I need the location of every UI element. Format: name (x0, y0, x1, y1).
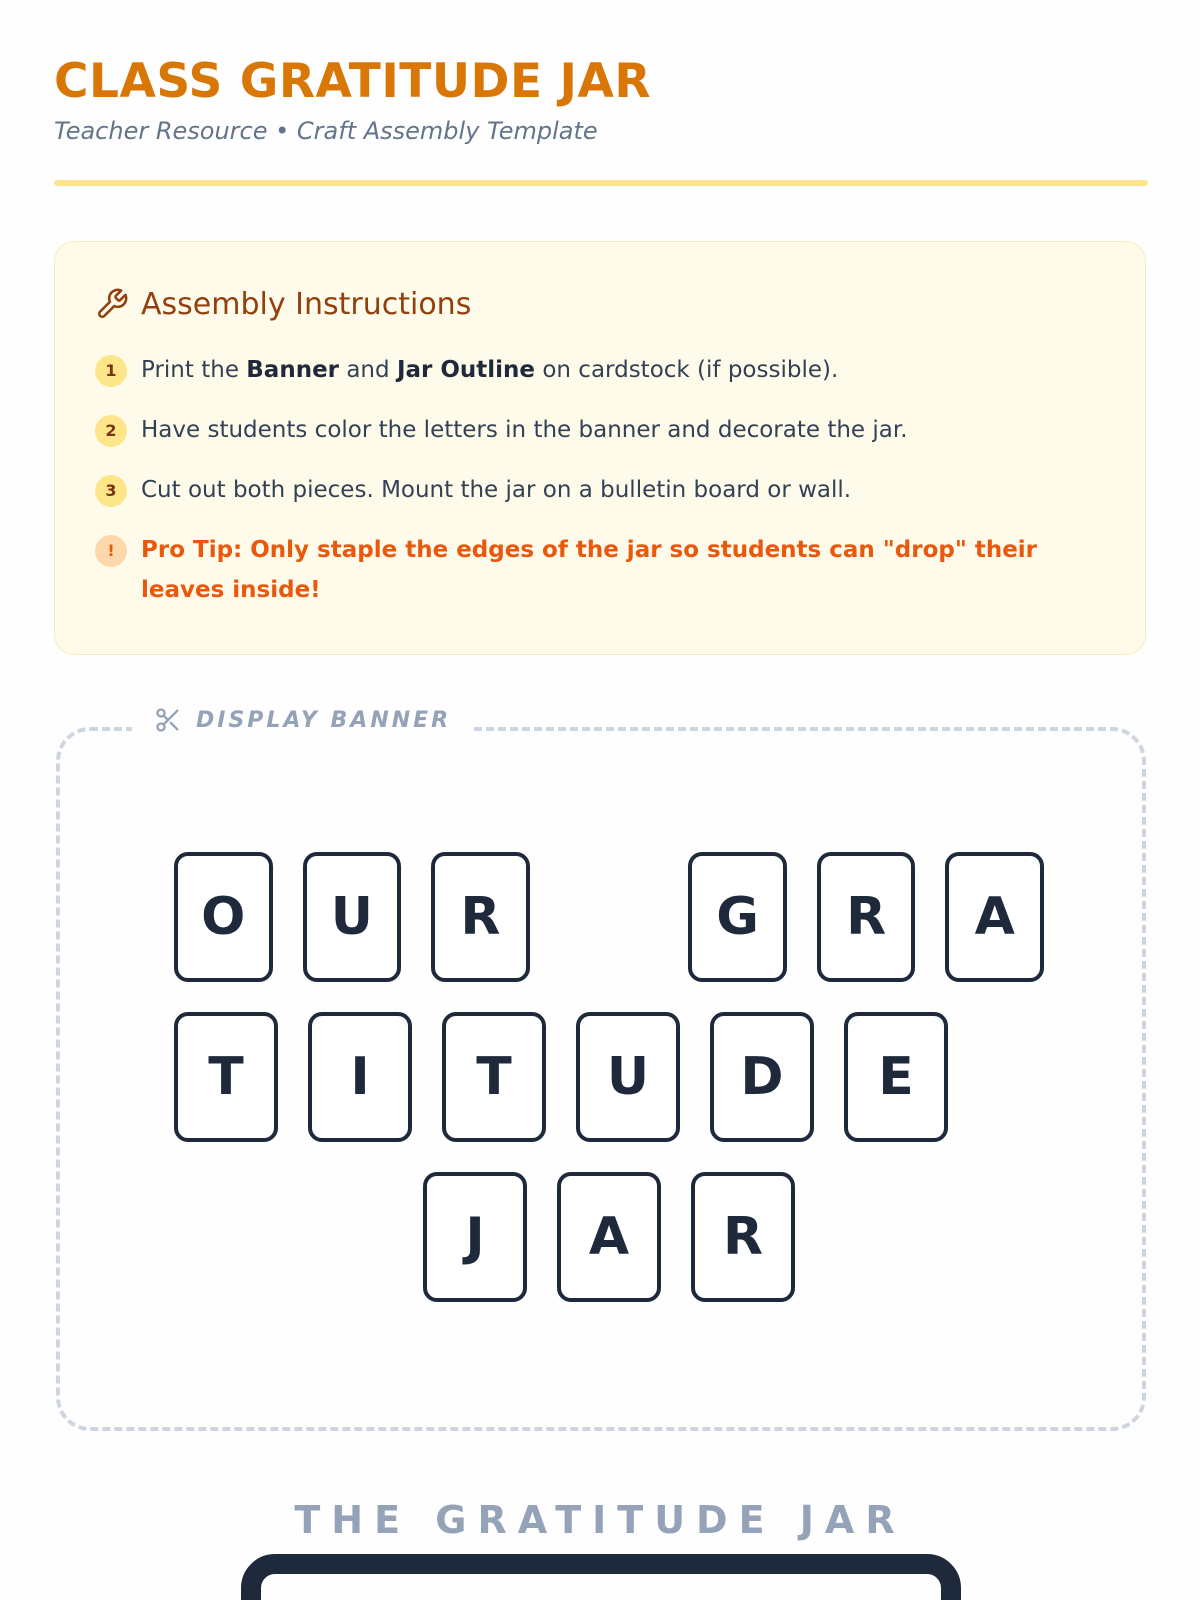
step-number-badge: 1 (95, 355, 127, 387)
step-emphasis-banner: Banner (246, 357, 340, 383)
step-number-badge: 2 (95, 415, 127, 447)
instructions-panel (54, 241, 1146, 655)
letter-row (174, 852, 1044, 982)
letter-tile: A (945, 852, 1044, 982)
letter-row (174, 1012, 1044, 1142)
pro-tip-text: Pro Tip: Only staple the edges of the jar so students can "drop" their leaves inside! (141, 537, 1038, 603)
scissors-icon (154, 706, 182, 734)
letter-tile: T (442, 1012, 546, 1142)
letter-tile: A (557, 1172, 661, 1302)
alert-icon: ! (95, 535, 127, 567)
banner-letters (174, 852, 1044, 1302)
letter-tile: T (174, 1012, 278, 1142)
letter-tile: U (576, 1012, 680, 1142)
letter-tile: J (423, 1172, 527, 1302)
jar-outline (241, 1554, 961, 1600)
instruction-step (95, 410, 1107, 450)
pro-tip (95, 530, 1107, 610)
letter-tile: D (710, 1012, 814, 1142)
step-text: Cut out both pieces. Mount the jar on a bulletin board or wall. (141, 477, 852, 503)
letter-row (174, 1172, 1044, 1302)
letter-tile: R (691, 1172, 795, 1302)
step-emphasis-jar-outline: Jar Outline (396, 357, 536, 383)
display-banner-title: DISPLAY BANNER (196, 707, 452, 733)
jar-heading: THE GRATITUDE JAR (294, 1498, 906, 1542)
letter-tile: O (174, 852, 273, 982)
wrench-icon (95, 287, 129, 321)
instruction-step (95, 350, 1107, 390)
display-banner-label (132, 700, 473, 740)
letter-tile: I (308, 1012, 412, 1142)
instructions-header (95, 284, 1107, 324)
letter-tile: U (303, 852, 402, 982)
step-text: Print the Banner and Jar Outline on cardstock (if possible). (141, 357, 839, 383)
letter-tile: E (844, 1012, 948, 1142)
instructions-list (95, 350, 1107, 610)
page-subtitle: Teacher Resource • Craft Assembly Template (54, 117, 598, 145)
step-text: Have students color the letters in the banner and decorate the jar. (141, 417, 908, 443)
letter-space (560, 852, 659, 982)
page-title: CLASS GRATITUDE JAR (54, 54, 652, 109)
header-divider (54, 180, 1148, 186)
letter-tile: R (817, 852, 916, 982)
letter-tile: R (431, 852, 530, 982)
letter-tile: G (688, 852, 787, 982)
instructions-title: Assembly Instructions (141, 286, 472, 322)
step-number-badge: 3 (95, 475, 127, 507)
header (54, 52, 1148, 146)
instruction-step (95, 470, 1107, 510)
